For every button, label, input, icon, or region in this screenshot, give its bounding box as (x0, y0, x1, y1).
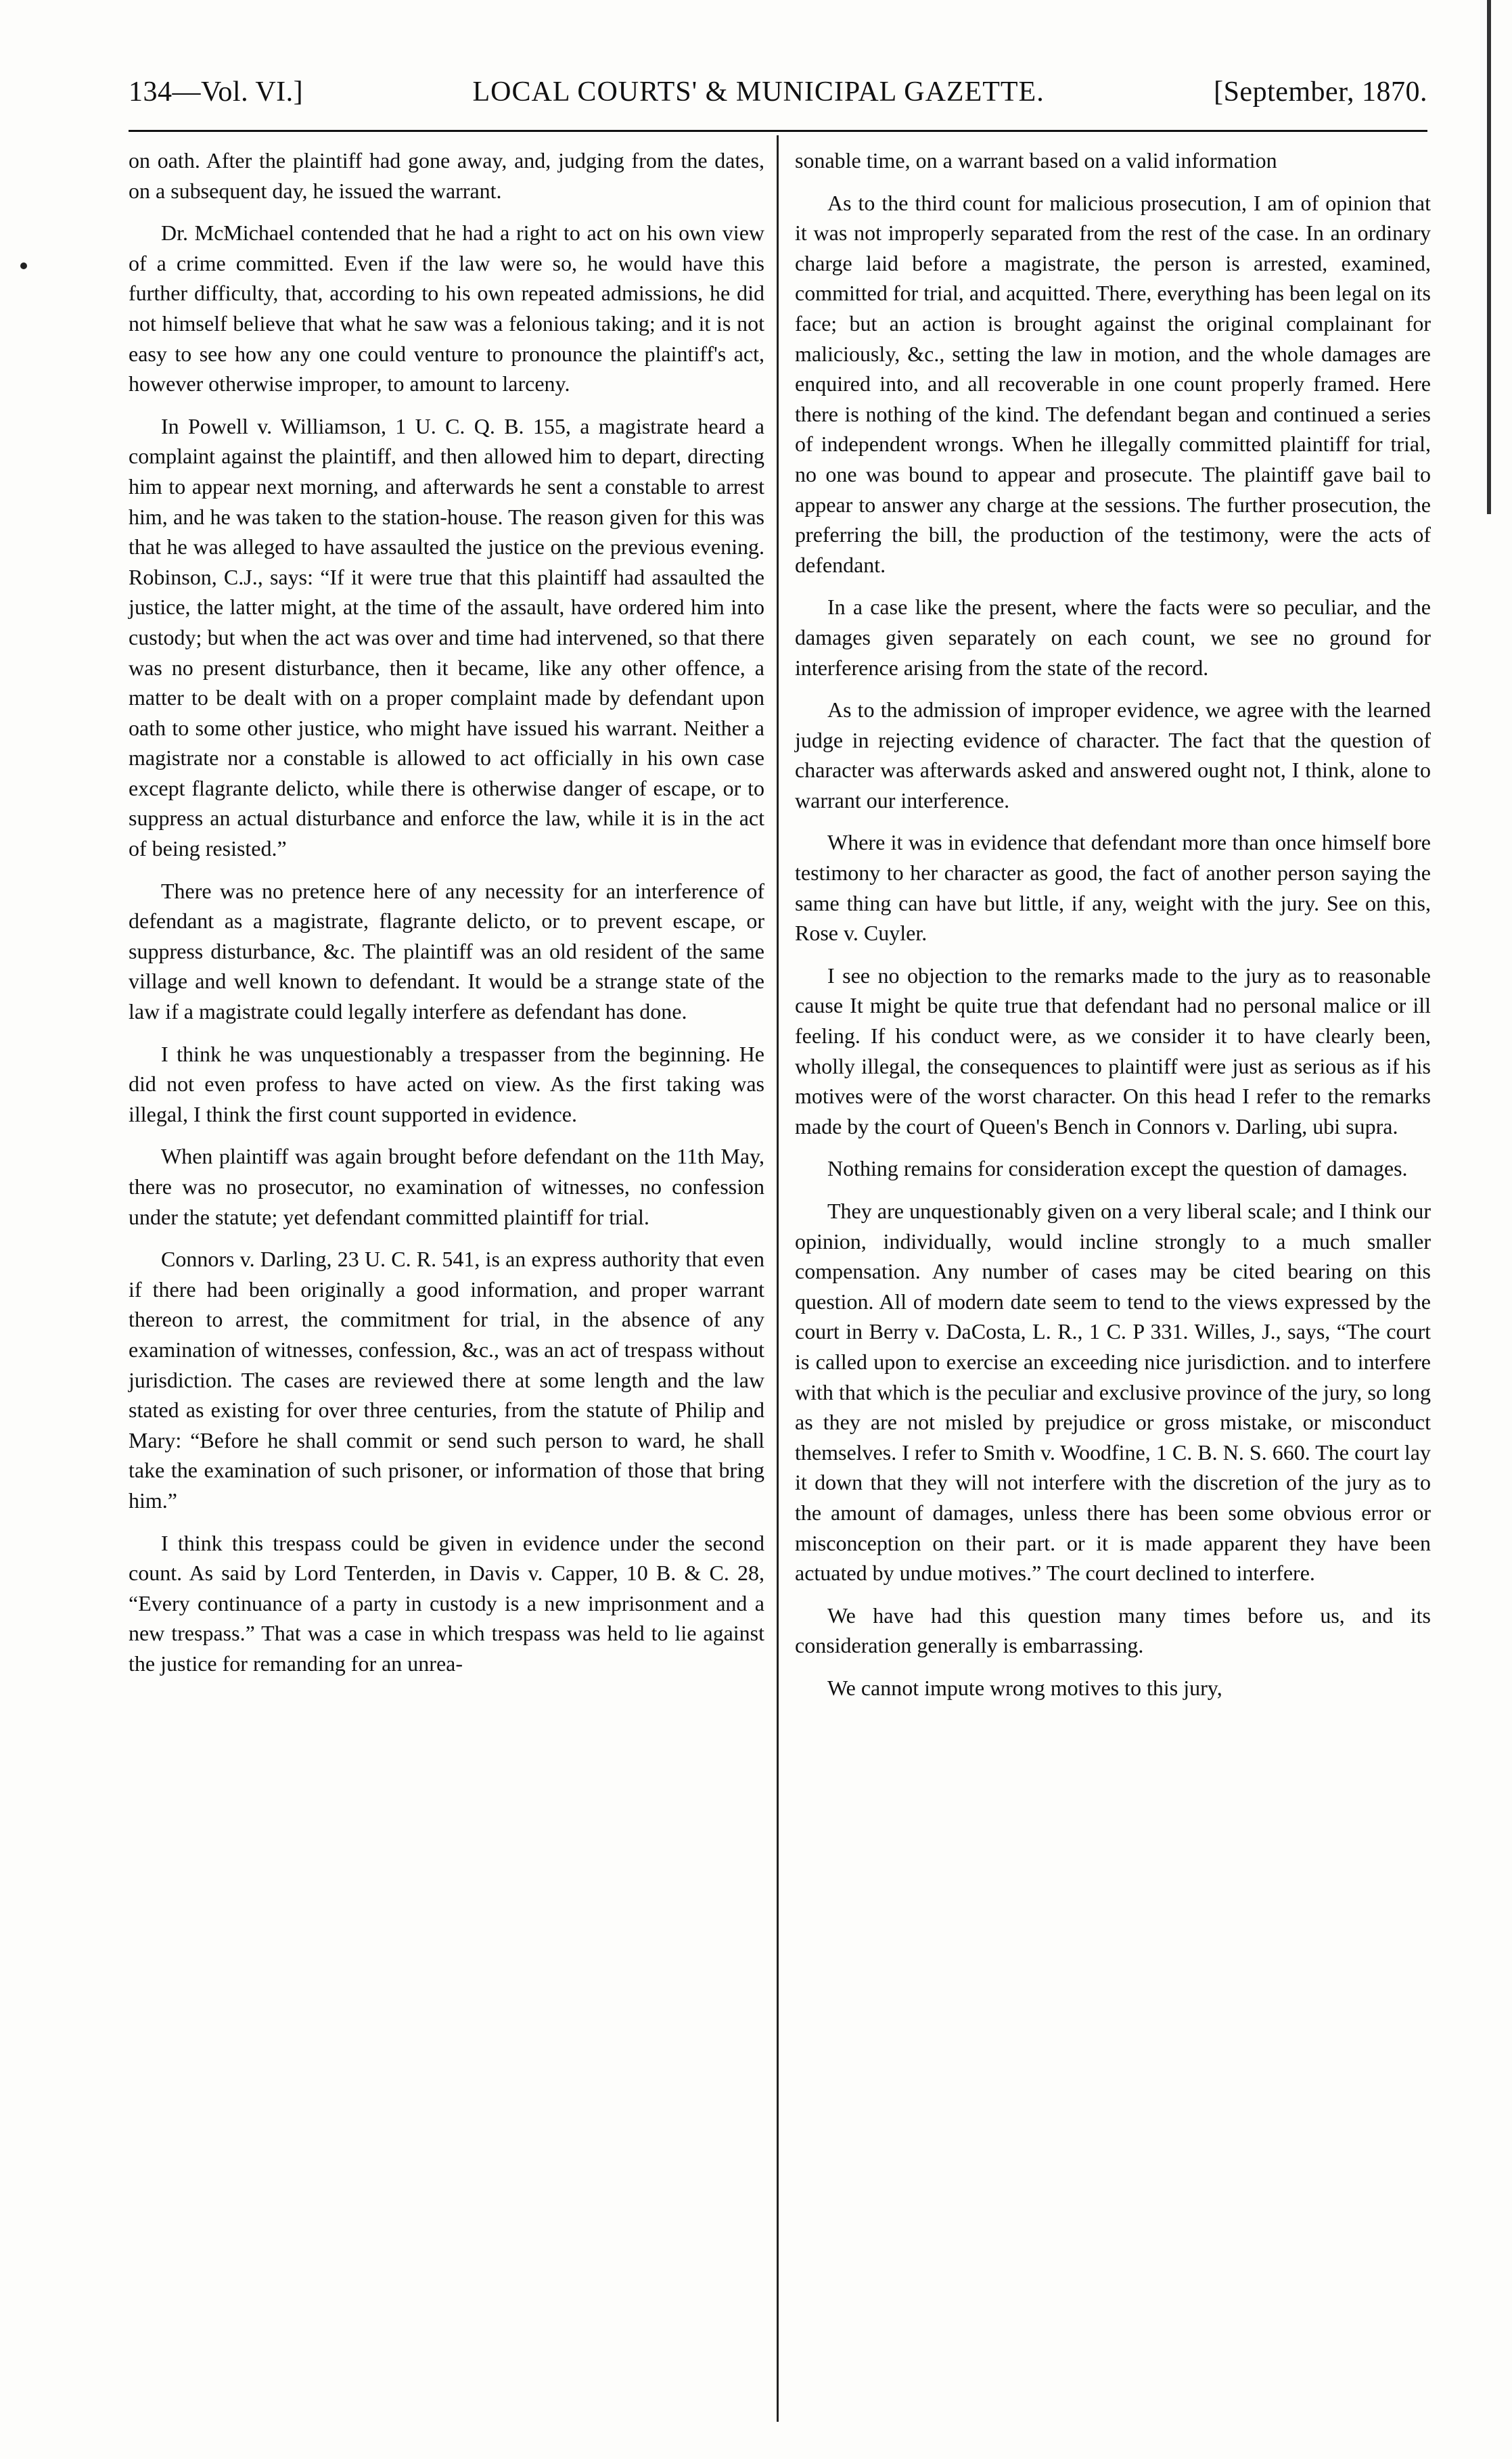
paragraph: I see no objection to the remarks made to the jury as to reasonable cause It might be quite true that defendant had no personal malice or ill feeling. If his conduct were, as we consider it to have clearly been, wholly illegal, the consequences to plaintiff were just as serious as if his motives were of the worst character. On this head I refer to the remarks made by the court of Queen's Bench in Connors v. Darling, ubi supra. (795, 963, 1431, 1139)
paragraph: As to the third count for malicious prosecution, I am of opinion that it was not improperly separated from the rest of the case. In an ordinary charge laid before a magistrate, the person is arrested, examined, committed for trial, and acquitted. There, everything has been legal on its face; but an action is brought against the original complainant for maliciously, &c., setting the law in motion, and the whole damages are enquired into, and all recoverable in one count properly framed. Here there is nothing of the kind. The defendant began and continued a series of independent wrongs. When he illegally committed plaintiff for trial, no one was bound to appear and prosecute. The plaintiff gave bail to appear to answer any charge at the sessions. The further prosecution, the preferring the bill, the production of the testimony, were the acts of defendant. (795, 190, 1431, 577)
paragraph: There was no pretence here of any necessity for an interference of defendant as a magistrate, flagrante delicto, or to prevent escape, or suppress disturbance, &c. The plaintiff was an old resident of the same village and well known to defendant. It would be a strange state of the law if a magistrate could legally interfere as defendant has done. (129, 878, 764, 1024)
issue-date: [September, 1870. (1214, 76, 1427, 108)
paragraph: We have had this question many times before us, and its consideration generally is embarrassing. (795, 1603, 1431, 1658)
paragraph: Connors v. Darling, 23 U. C. R. 541, is an express authority that even if there had been originally a good information, and proper warrant thereon to arrest, the commitment for trial, in the absence of any examination of witnesses, confession, &c., was an act of trespass without jurisdiction. The cases are reviewed there at some length and the law stated as existing for over three centuries, from the statute of Philip and Mary: “Before he shall commit or send such person to ward, he shall take the examination of such prisoner, or information of those that bring him.” (129, 1247, 764, 1513)
paragraph: sonable time, on a warrant based on a valid information (795, 148, 1277, 173)
paragraph: In Powell v. Williamson, 1 U. C. Q. B. 155, a magistrate heard a complaint against the plaintiff, and then allowed him to depart, directing him to appear next morning, and afterwards he sent a constable to arrest him, and he was taken to the station-house. The reason given for this was that he was alleged to have assaulted the justice on the previous evening. Robinson, C.J., says: “If it were true that this plaintiff had assaulted the justice, the latter might, at the time of the assault, have ordered him into custody; but when the act was over and time had intervened, so that there was no present disturbance, then it became, like any other offence, a matter to be dealt with on a proper complaint made by defendant upon oath to some other justice, who might have issued his warrant. Neither a magistrate nor a constable is allowed to act officially in his own case except flagrante delicto, while there is otherwise danger of escape, or to suppress an actual disturbance and enforce the law, while it is in the act of being resisted.” (129, 413, 764, 861)
paragraph: When plaintiff was again brought before defendant on the 11th May, there was no prosecutor, no examination of witnesses, no confession under the statute; yet defendant committed plaintiff for trial. (129, 1144, 764, 1229)
paragraph: We cannot impute wrong motives to this jury, (827, 1675, 1222, 1700)
page-header (129, 76, 1427, 123)
header-rule (129, 130, 1427, 132)
column-divider (777, 135, 779, 2422)
paragraph: In a case like the present, where the facts were so peculiar, and the damages given separately on each count, we see no ground for interference arising from the state of the record. (795, 595, 1431, 680)
paragraph: As to the admission of improper evidence, we agree with the learned judge in rejecting evidence of character. The fact that the question of character was afterwards asked and answered ought not, I think, alone to warrant our interference. (795, 697, 1431, 812)
page-reference: 134—Vol. VI.] (129, 76, 304, 108)
scan-edge-mark (1487, 0, 1491, 514)
right-column (795, 145, 1431, 1703)
paragraph: Where it was in evidence that defendant more than once himself bore testimony to her character as good, the fact of another person saying the same thing can have but little, if any, weight with the jury. See on this, Rose v. Cuyler. (795, 830, 1431, 946)
margin-dot (20, 262, 27, 269)
left-column (129, 145, 764, 1679)
publication-title: LOCAL COURTS' & MUNICIPAL GAZETTE. (472, 76, 1045, 108)
paragraph: I think this trespass could be given in evidence under the second count. As said by Lord Tenterden, in Davis v. Capper, 10 B. & C. 28, “Every continuance of a party in custody is a new imprisonment and a new trespass.” That was a case in which trespass was held to lie against the justice for remanding for an unrea- (129, 1530, 764, 1676)
paragraph: They are unquestionably given on a very liberal scale; and I think our opinion, individually, would incline strongly to a much smaller compensation. Any number of cases may be cited bearing on this question. All of modern date seem to tend to the views expressed by the court in Berry v. DaCosta, L. R., 1 C. P 331. Willes, J., says, “The court is called upon to exercise an exceeding nice jurisdiction. and to interfere with that which is the peculiar and exclusive province of the jury, so long as they are not misled by prejudice or gross mistake, or misconduct themselves. I refer to Smith v. Woodfine, 1 C. B. N. S. 660. The court lay it down that they will not interfere with the discretion of the jury as to the amount of damages, unless there has been some obvious error or misconception on their part. or it is made apparent they have been actuated by undue motives.” The court declined to interfere. (795, 1199, 1431, 1586)
paragraph: Nothing remains for consideration except the question of damages. (827, 1156, 1408, 1181)
paragraph: I think he was unquestionably a trespasser from the beginning. He did not even profess to have acted on view. As the first taking was illegal, I think the first count supported in evidence. (129, 1041, 764, 1126)
paragraph: Dr. McMichael contended that he had a right to act on his own view of a crime committed. Even if the law were so, he would have this further difficulty, that, according to his own repeated admissions, he did not himself believe that what he saw was a felonious taking; and it is not easy to see how any one could venture to pronounce the plaintiff's act, however otherwise improper, to amount to larceny. (129, 221, 764, 396)
paragraph: on oath. After the plaintiff had gone away, and, judging from the dates, on a subsequent day, he issued the warrant. (129, 148, 764, 203)
